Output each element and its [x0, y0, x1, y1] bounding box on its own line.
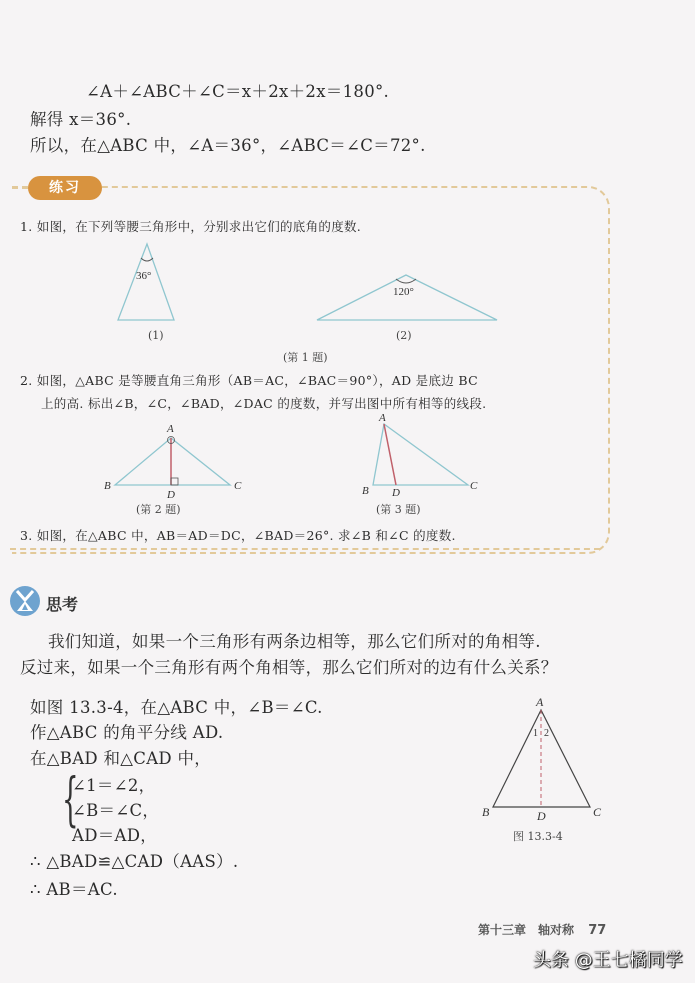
proof-case3: AD＝AD， [72, 826, 158, 845]
fig3-point-c: C [470, 480, 478, 492]
figure-caption: 图 13.3-4 [513, 830, 563, 843]
watermark: 头条 @王七橘同学 [533, 950, 683, 971]
proof-line2: 作△ABC 的角平分线 AD. [30, 723, 224, 742]
exercise-box-border-left [12, 187, 28, 189]
q3-caption: (第 3 题) [376, 503, 421, 516]
q2-caption: (第 2 题) [136, 503, 181, 516]
fig3-point-a: A [379, 412, 386, 424]
page-footer [478, 921, 606, 938]
proof-case2: ∠B＝∠C， [72, 801, 160, 820]
angle-2-label: 2 [544, 728, 549, 739]
question-3: 3. 如图，在△ABC 中，AB＝AD＝DC，∠BAD＝26°. 求∠B 和∠C 的度数. [20, 528, 456, 543]
question-1: 1. 如图，在下列等腰三角形中，分别求出它们的底角的度数. [20, 219, 362, 234]
fig3-point-d: D [392, 487, 400, 499]
exercise-box-border [10, 548, 600, 550]
fig2-point-c: C [234, 480, 242, 492]
think-paragraph-line1: 我们知道，如果一个三角形有两条边相等，那么它们所对的角相等. [48, 632, 541, 651]
fig-point-a: A [536, 695, 544, 709]
page-number: 77 [588, 923, 607, 938]
fig2-point-a: A [167, 423, 174, 435]
q1-caption: (第 1 题) [283, 351, 328, 364]
think-icon [10, 586, 40, 616]
fig3-point-b: B [362, 485, 369, 497]
solution-conclusion: 所以，在△ABC 中，∠A＝36°，∠ABC＝∠C＝72°. [30, 136, 426, 155]
fig-point-c: C [593, 805, 602, 819]
brace: { [62, 765, 79, 833]
think-paragraph-line2: 反过来，如果一个三角形有两个角相等，那么它们所对的边有什么关系？ [20, 658, 558, 677]
fig1-label: (1) [148, 329, 164, 342]
fig2-point-d: D [167, 489, 175, 501]
question-2-line2: 上的高. 标出∠B，∠C，∠BAD，∠DAC 的度数，并写出图中所有相等的线段. [41, 396, 487, 411]
fig2-angle-label: 120° [393, 286, 414, 298]
figure-13-3-4 [460, 690, 620, 850]
proof-line1: 如图 13.3-4，在△ABC 中，∠B＝∠C. [30, 698, 323, 717]
fig1-angle-label: 36° [136, 270, 152, 282]
proof-case1: ∠1＝∠2， [72, 776, 156, 795]
chapter-title: 第十三章 轴对称 [478, 923, 575, 937]
proof-line3: 在△BAD 和△CAD 中， [30, 749, 212, 768]
solution-result: 解得 x＝36°. [30, 110, 132, 129]
fig-point-d: D [537, 809, 546, 823]
think-title: 思考 [46, 595, 79, 614]
proof-therefore2: ∴ AB＝AC. [30, 880, 118, 899]
angle-1-label: 1 [533, 728, 538, 739]
question-2-line1: 2. 如图，△ABC 是等腰直角三角形（AB＝AC，∠BAC＝90°），AD 是底边 BC [20, 373, 478, 388]
exercise-badge: 练习 [28, 176, 102, 200]
proof-therefore1: ∴ △BAD≌△CAD（AAS）. [30, 852, 239, 871]
solution-equation: ∠A＋∠ABC＋∠C＝x＋2x＋2x＝180°. [86, 82, 390, 101]
fig2-point-b: B [104, 480, 111, 492]
fig-point-b: B [482, 805, 490, 819]
fig2-label: (2) [396, 329, 412, 342]
